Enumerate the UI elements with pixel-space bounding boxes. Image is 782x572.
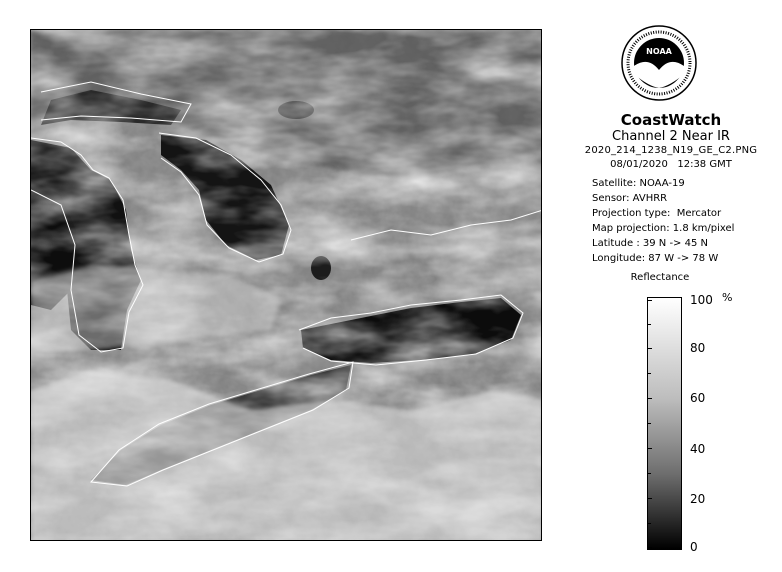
tick-label-80: 80 <box>690 341 706 355</box>
logo-text: NOAA <box>646 47 672 56</box>
meta-latitude: Latitude : 39 N -> 45 N <box>592 238 708 249</box>
metadata-block <box>592 176 782 266</box>
tick-100 <box>648 300 652 301</box>
tick-minor <box>648 473 651 474</box>
tick-label-40: 40 <box>690 442 706 456</box>
tick-label-20: 20 <box>690 492 706 506</box>
meta-sensor: Sensor: AVHRR <box>592 193 668 204</box>
info-header <box>560 112 782 172</box>
meta-longitude: Longitude: 87 W -> 78 W <box>592 253 719 264</box>
tick-80 <box>648 348 652 349</box>
tick-minor <box>648 523 651 524</box>
tick-label-0: 0 <box>690 540 698 554</box>
meta-map-projection: Map projection: 1.8 km/pixel <box>592 223 735 234</box>
satellite-image-svg <box>31 30 542 541</box>
brand-title: CoastWatch <box>620 111 722 129</box>
tick-minor <box>648 373 651 374</box>
tick-label-100: 100 <box>690 293 713 307</box>
channel-label: Channel 2 Near IR <box>612 129 730 144</box>
tick-20 <box>648 498 652 499</box>
filename-label: 2020_214_1238_N19_GE_C2.PNG <box>584 145 758 156</box>
meta-satellite: Satellite: NOAA-19 <box>592 178 685 189</box>
noaa-logo <box>620 22 698 104</box>
meta-projection-type: Projection type: Mercator <box>592 208 722 219</box>
tick-0 <box>648 547 652 548</box>
colorbar <box>647 297 682 550</box>
tick-40 <box>648 448 652 449</box>
datetime-label: 08/01/2020 12:38 GMT <box>610 159 732 170</box>
tick-minor <box>648 324 651 325</box>
colorbar-title: Reflectance <box>630 272 690 283</box>
satellite-image <box>30 29 542 541</box>
tick-label-60: 60 <box>690 391 706 405</box>
colorbar-unit: % <box>722 291 733 304</box>
tick-60 <box>648 398 652 399</box>
tick-minor <box>648 423 651 424</box>
